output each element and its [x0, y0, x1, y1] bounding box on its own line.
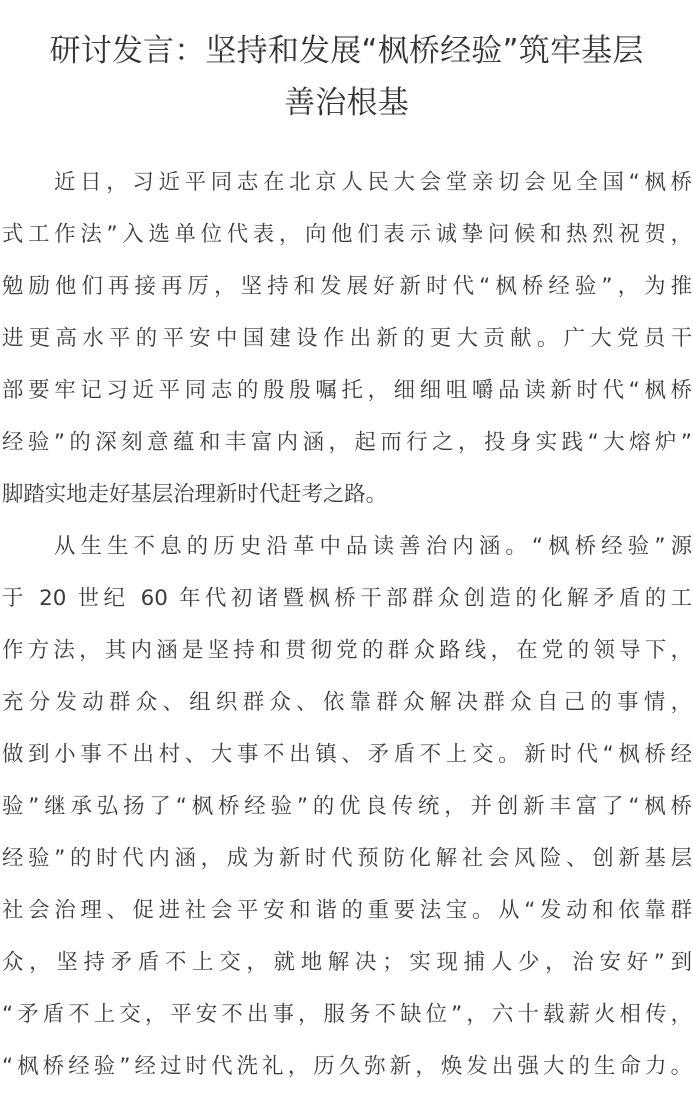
paragraph-1-line: 式工作法”入选单位代表，向他们表示诚挚问候和热烈祝贺， [2, 222, 692, 247]
paragraph-2-line: 充分发动群众、组织群众、依靠群众解决群众自己的事情， [2, 690, 692, 715]
paragraph-2-line: “枫桥经验”经过时代洗礼，历久弥新，焕发出强大的生命力。 [2, 1054, 692, 1079]
paragraph-1-line: 近日，习近平同志在北京人民大会堂亲切会见全国“枫桥 [54, 170, 692, 195]
paragraph-1-line: 经验”的深刻意蕴和丰富内涵，起而行之，投身实践“大熔炉” [2, 430, 692, 455]
paragraph-1-line: 部要牢记习近平同志的殷殷嘱托，细细咀嚼品读新时代“枫桥 [2, 378, 692, 403]
title-line-2: 善治根基 [284, 85, 409, 121]
paragraph-2-line: 作方法，其内涵是坚持和贯彻党的群众路线，在党的领导下， [2, 638, 692, 663]
paragraph-1-line: 进更高水平的平安中国建设作出新的更大贡献。广大党员干 [2, 326, 692, 351]
paragraph-2-line: 于 20 世纪 60 年代初诸暨枫桥干部群众创造的化解矛盾的工 [2, 586, 692, 611]
paragraph-2-line: 验”继承弘扬了“枫桥经验”的优良传统，并创新丰富了“枫桥 [2, 794, 692, 819]
paragraph-1-line: 脚踏实地走好基层治理新时代赶考之路。 [2, 482, 388, 507]
paragraph-2-line: 众，坚持矛盾不上交，就地解决；实现捕人少，治安好”到 [2, 950, 692, 975]
paragraph-2-line: 社会治理、促进社会平安和谐的重要法宝。从“发动和依靠群 [2, 898, 692, 923]
paragraph-2-line: “矛盾不上交，平安不出事，服务不缺位”，六十载薪火相传， [2, 1002, 692, 1027]
paragraph-2-line: 做到小事不出村、大事不出镇、矛盾不上交。新时代“枫桥经 [2, 742, 692, 767]
paragraph-2-line: 经验”的时代内涵，成为新时代预防化解社会风险、创新基层 [2, 846, 692, 871]
title-line-1: 研讨发言：坚持和发展“枫桥经验”筑牢基层 [49, 33, 644, 69]
article-title [0, 25, 693, 129]
paragraph-1-line: 勉励他们再接再厉，坚持和发展好新时代“枫桥经验”，为推 [2, 274, 692, 299]
paragraph-2-line: 从生生不息的历史沿革中品读善治内涵。“枫桥经验”源 [54, 534, 692, 559]
